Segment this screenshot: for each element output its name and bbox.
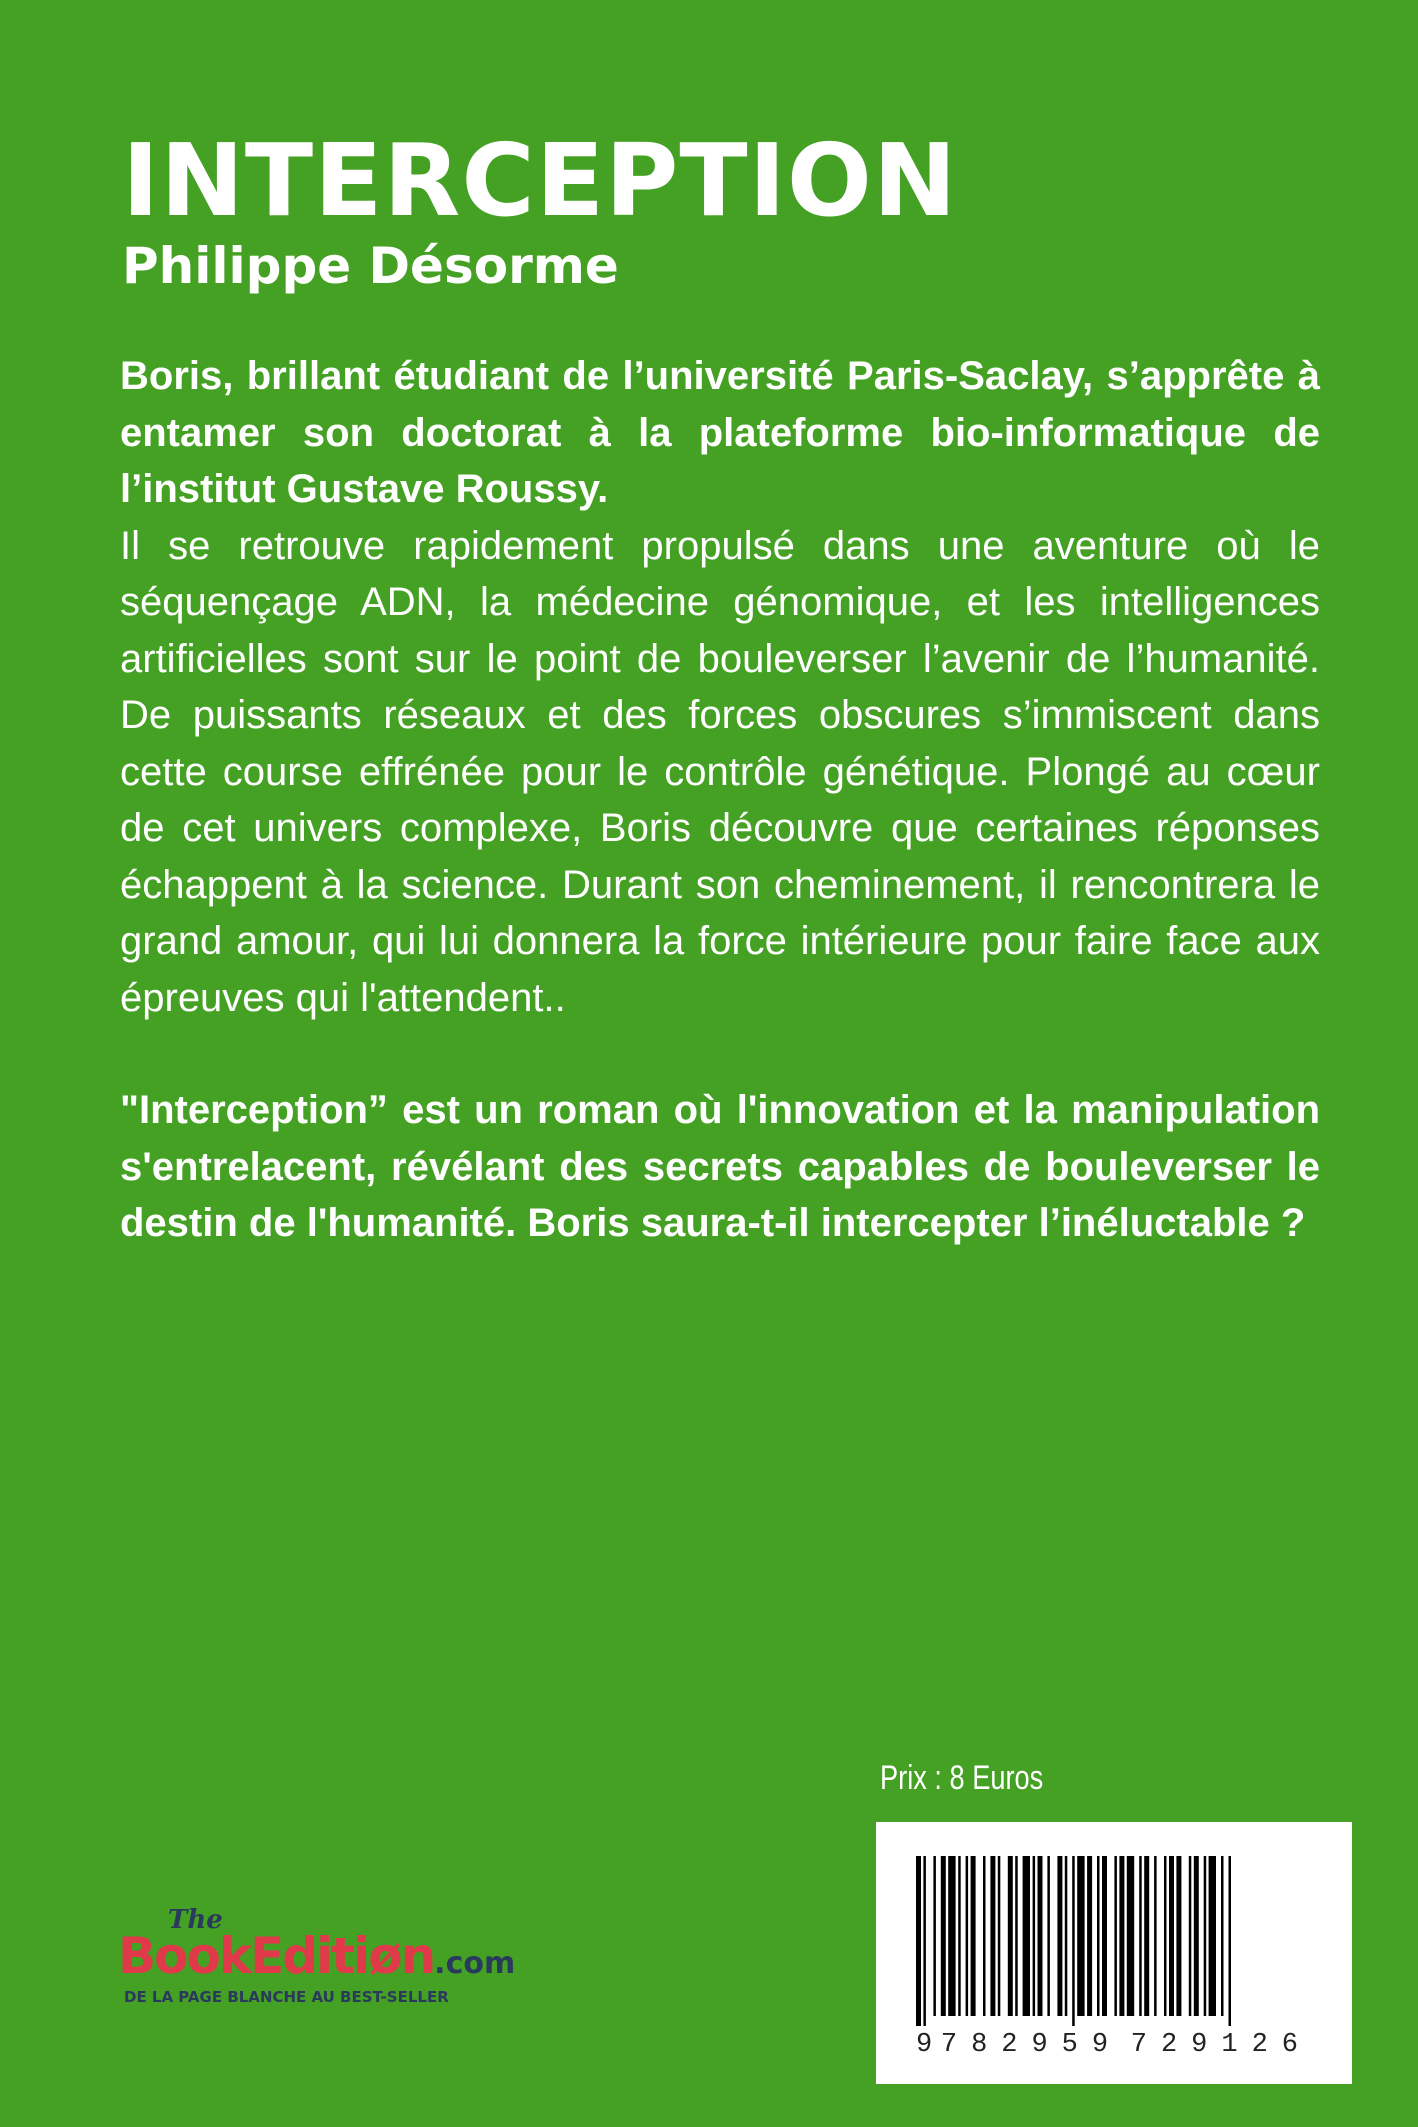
logo-name-part2: n (400, 1927, 435, 1985)
logo-the-text: The (168, 1905, 223, 1935)
barcode-bar (1119, 1856, 1124, 2016)
barcode-bar (948, 1856, 955, 2016)
barcode-bar (971, 1856, 976, 2016)
barcode-bar (1114, 1856, 1117, 2016)
price-label: Prix : 8 Euros (880, 1759, 1044, 1797)
barcode-digit-first: 9 (916, 2030, 933, 2060)
barcode-bar (1127, 1856, 1134, 2016)
barcode-bar (1033, 1856, 1036, 2016)
barcode-bar (958, 1856, 961, 2016)
barcode-bar (1047, 1856, 1050, 2016)
barcode-bar (1209, 1856, 1216, 2016)
barcode-bar (1072, 1856, 1075, 2026)
barcode-bar (1189, 1856, 1192, 2016)
barcode-bar (1065, 1856, 1068, 2016)
barcode-bar (990, 1856, 995, 2016)
barcode-bar (983, 1856, 986, 2016)
blurb-body: Il se retrouve rapidement propulsé dans une aventure où le séquençage ADN, la médecine génomique, et les intelligences artificielles sont sur le point de bouleverser l’avenir de l’humanité. De puissants réseaux et des forces obscures s’immiscent dans cette course effrénée pour le contrôle génétique. Plongé au cœur de cet univers complexe, Boris découvre que certaines réponses échappent à la science. Durant son cheminement, il rencontrera le grand amour, qui lui donnera la force intérieure pour faire face aux épreuves qui l'attendent.. (120, 523, 1320, 1020)
barcode-bar (1102, 1856, 1107, 2016)
barcode-bar (923, 1856, 926, 2026)
barcode-bar (1164, 1856, 1167, 2016)
barcode-bars (916, 1856, 1312, 2026)
barcode-bar (1229, 1856, 1232, 2026)
barcode-bar (1008, 1856, 1013, 2016)
author-name: Philippe Désorme (122, 237, 619, 295)
barcode-digits (916, 2030, 1312, 2060)
barcode-bar (1139, 1856, 1142, 2016)
barcode-bar (1204, 1856, 1207, 2016)
barcode-bar (966, 1856, 969, 2016)
barcode-bar (916, 1856, 921, 2026)
logo-wordmark (118, 1926, 515, 1994)
barcode-bar (1015, 1856, 1018, 2016)
barcode-bar (1077, 1856, 1084, 2016)
barcode-bar (1154, 1856, 1157, 2016)
logo-tagline: DE LA PAGE BLANCHE AU BEST-SELLER (124, 1988, 449, 2006)
publisher-logo (118, 1906, 548, 2016)
logo-pen-o-icon: ø (368, 1927, 401, 1985)
back-cover-blurb (120, 348, 1320, 1252)
barcode-bar (941, 1856, 946, 2016)
barcode-digit-group-left: 782959 (940, 2030, 1123, 2060)
barcode-bar (998, 1856, 1001, 2016)
barcode-bar (1097, 1856, 1100, 2016)
barcode-bar (1087, 1856, 1092, 2016)
paragraph-spacer (120, 1026, 1320, 1082)
isbn-barcode (876, 1822, 1352, 2084)
barcode-bar (1057, 1856, 1062, 2016)
barcode-bar (1038, 1856, 1043, 2016)
barcode-bar (933, 1856, 936, 2016)
barcode-bar (1176, 1856, 1181, 2016)
logo-name-part1: BookEditi (118, 1927, 369, 1985)
blurb-intro: Boris, brillant étudiant de l’université Paris-Saclay, s’apprête à entamer son doctorat à la plateforme bio-informatique de l’institut Gustave Roussy. (120, 354, 1320, 511)
logo-domain-suffix: .com (434, 1946, 516, 1981)
barcode-bar (1144, 1856, 1149, 2016)
barcode-bar (1194, 1856, 1199, 2016)
barcode-bar (1023, 1856, 1030, 2016)
barcode-bar (1221, 1856, 1224, 2016)
barcode-digit-group-right: 729126 (1130, 2030, 1312, 2060)
barcode-bar (1169, 1856, 1174, 2016)
book-title: INTERCEPTION (122, 122, 958, 239)
blurb-closing: "Interception” est un roman où l'innovation et la manipulation s'entrelacent, révélant des secrets capables de bouleverser le destin de l'humanité. Boris saura-t-il intercepter l’inéluctable ? (120, 1088, 1320, 1245)
